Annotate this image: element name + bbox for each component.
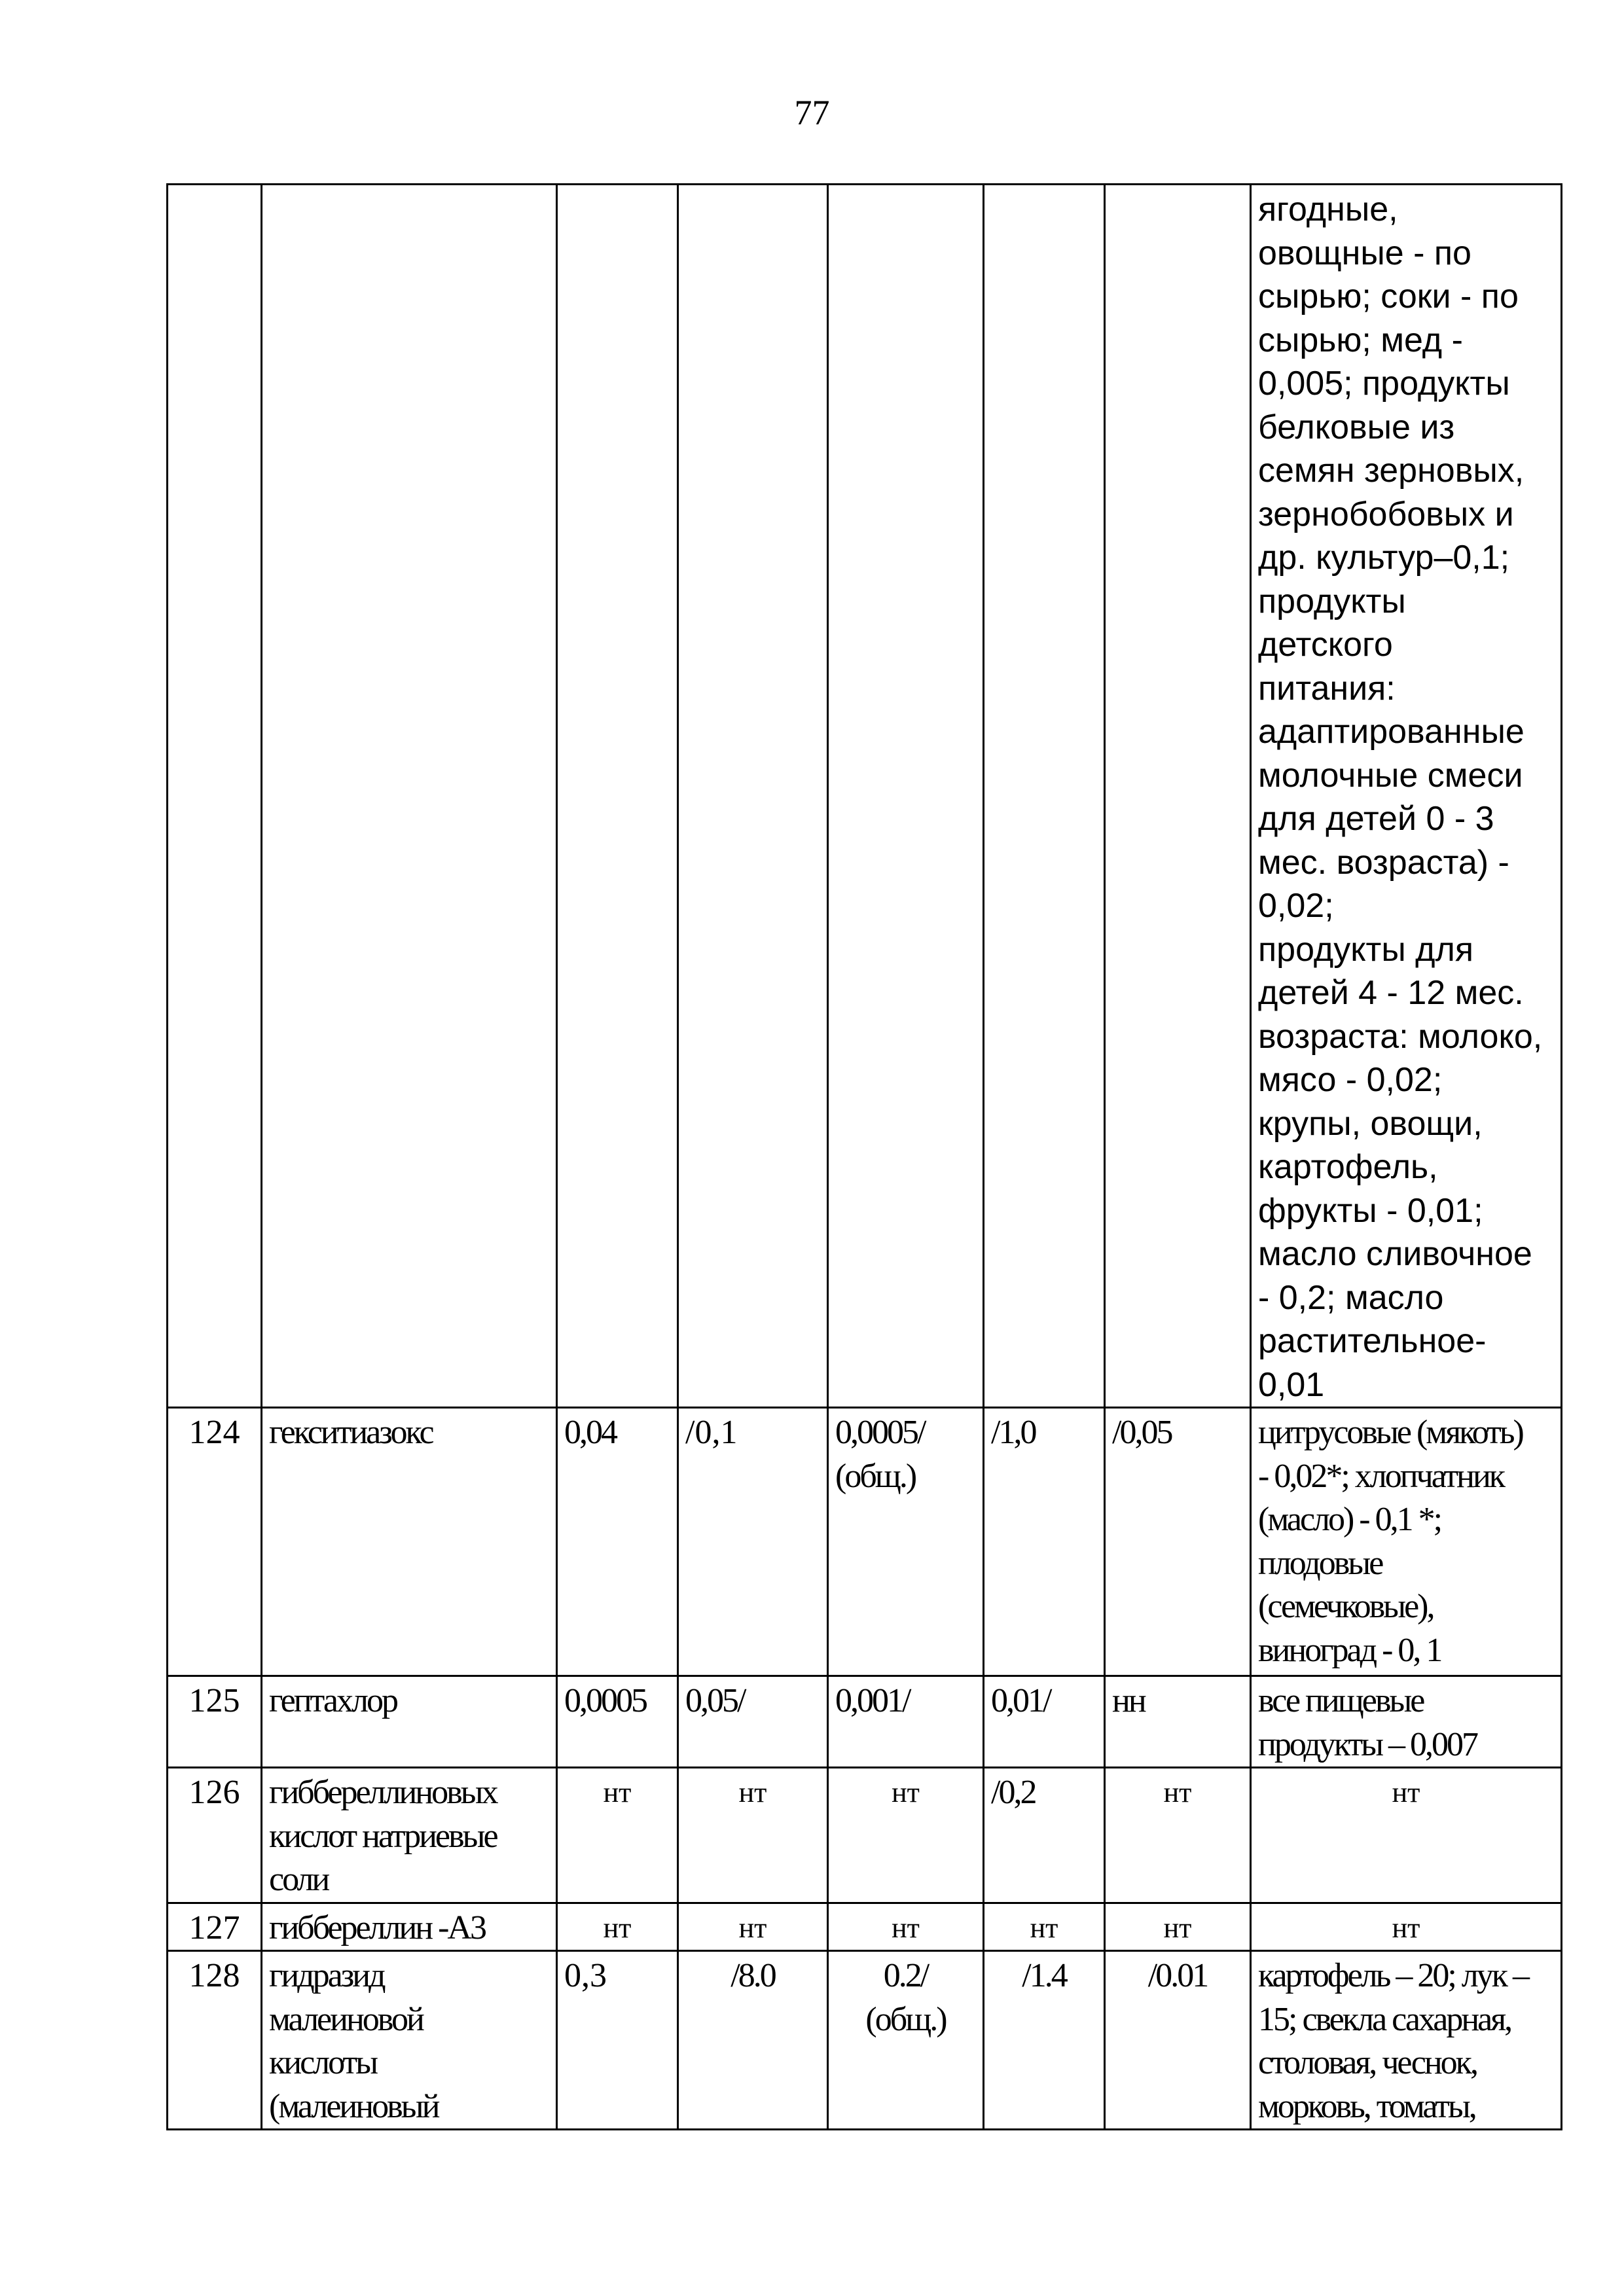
cell-line: 0,05/ (685, 1682, 745, 1719)
value-c1 (557, 1408, 678, 1676)
cell-line: ягодные, (1258, 190, 1398, 228)
cell-line: цитрусовые (мякоть) (1258, 1414, 1523, 1451)
table-row-125 (168, 1676, 1562, 1768)
cell-line: (масло) - 0,1 *; (1258, 1501, 1441, 1538)
description (1251, 1951, 1562, 2130)
value-c2 (678, 1408, 828, 1676)
cell-line: питания: (1258, 669, 1396, 708)
table-row-128 (168, 1951, 1562, 2130)
value-c1 (557, 1768, 678, 1903)
substance-name (262, 1951, 557, 2130)
cell-line: детского (1258, 626, 1393, 664)
cell-line: - 0,02*; хлопчатник (1258, 1457, 1504, 1495)
cell-line: нт (1163, 1911, 1192, 1944)
cell-line: возраста: молоко, (1258, 1017, 1543, 1056)
cell-line: - 0,2; масло (1258, 1278, 1444, 1317)
substance-name (262, 1676, 557, 1768)
value-c2 (678, 1903, 828, 1951)
cell-line: 0,01/ (991, 1682, 1051, 1719)
cell-line: (малеиновый (269, 2087, 439, 2125)
row-number: 127 (168, 1903, 262, 1951)
cell-line: 15; свекла сахарная, (1258, 2000, 1511, 2038)
cell-line: нт (1392, 1776, 1420, 1808)
cell-c4 (984, 185, 1105, 1408)
cell-line: 0,01 (1258, 1365, 1325, 1404)
cell-line: /1,0 (991, 1414, 1036, 1451)
cell-line: картофель, (1258, 1148, 1438, 1186)
value-c1 (557, 1951, 678, 2130)
value-c4 (984, 1951, 1105, 2130)
cell-line: сырью; мед - (1258, 321, 1463, 359)
value-c3 (828, 1768, 984, 1903)
cell-line: сырью; соки - по (1258, 278, 1519, 315)
cell-line: нн (1112, 1682, 1145, 1719)
cell-line: нт (1030, 1911, 1058, 1944)
value-c3 (828, 1676, 984, 1768)
cell-line: мясо - 0,02; (1258, 1061, 1443, 1099)
cell-description (1251, 185, 1562, 1408)
substance-name (262, 1903, 557, 1951)
substance-name (262, 1768, 557, 1903)
cell-line: нт (738, 1911, 767, 1944)
value-c4 (984, 1408, 1105, 1676)
value-c1 (557, 1903, 678, 1951)
cell-line: 0.2/ (883, 1957, 928, 1994)
value-c3 (828, 1408, 984, 1676)
cell-line: 0,02; (1258, 887, 1334, 925)
table-row-126 (168, 1768, 1562, 1903)
cell-line: гекситиазокс (269, 1414, 433, 1451)
cell-line: 0,0005/ (835, 1414, 925, 1451)
cell-line: /1.4 (1022, 1957, 1066, 1994)
cell-line: нт (1392, 1911, 1420, 1944)
cell-line: 0,001/ (835, 1682, 910, 1719)
cell-line: 0,3 (564, 1957, 607, 1994)
cell-line: все пищевые (1258, 1682, 1424, 1719)
cell-line: (общ.) (835, 1457, 916, 1495)
value-c4 (984, 1768, 1105, 1903)
description (1251, 1408, 1562, 1676)
cell-line: нт (892, 1776, 920, 1808)
cell-line: (семечковые), (1258, 1588, 1434, 1625)
cell-line: белковые из (1258, 408, 1455, 446)
cell-line: соли (269, 1861, 329, 1898)
value-c5 (1105, 1903, 1251, 1951)
cell-line: продукты – 0,007 (1258, 1725, 1477, 1763)
value-c5 (1105, 1951, 1251, 2130)
cell-line: гидразид (269, 1957, 384, 1994)
hygiene-standards-table (166, 183, 1562, 2130)
cell-c1 (557, 185, 678, 1408)
cell-line: картофель – 20; лук – (1258, 1957, 1528, 1994)
table-row-124 (168, 1408, 1562, 1676)
cell-line: нт (1163, 1776, 1192, 1808)
value-c1 (557, 1676, 678, 1768)
cell-line: гиббереллин -А3 (269, 1909, 485, 1946)
cell-line: продукты (1258, 582, 1406, 620)
cell-line: виноград - 0, 1 (1258, 1631, 1441, 1669)
description (1251, 1768, 1562, 1903)
row-number: 126 (168, 1768, 262, 1903)
cell-line: 0,04 (564, 1414, 616, 1451)
value-c2 (678, 1676, 828, 1768)
cell-line: 0,005; продукты (1258, 365, 1510, 403)
value-c2 (678, 1951, 828, 2130)
description (1251, 1676, 1562, 1768)
cell-line: плодовые (1258, 1544, 1382, 1582)
cell-line: (общ.) (865, 2000, 946, 2038)
value-c5 (1105, 1768, 1251, 1903)
cell-line: малеиновой (269, 2000, 423, 2038)
cell-line: продукты для (1258, 930, 1474, 969)
cell-line: адаптированные (1258, 713, 1525, 751)
cell-line: кислоты (269, 2044, 377, 2081)
cell-line: детей 4 - 12 мес. (1258, 974, 1524, 1012)
cell-line: нт (892, 1911, 920, 1944)
cell-line: овощные - по (1258, 234, 1471, 272)
cell-line: /0,2 (991, 1774, 1036, 1811)
value-c3 (828, 1951, 984, 2130)
description (1251, 1903, 1562, 1951)
cell-c5 (1105, 185, 1251, 1408)
cell-substance (262, 185, 557, 1408)
value-c4 (984, 1903, 1105, 1951)
cell-line: молочные смеси (1258, 756, 1523, 795)
cell-line: кислот натриевые (269, 1817, 497, 1855)
cell-line: нт (738, 1776, 767, 1808)
cell-c2 (678, 185, 828, 1408)
row-number: 125 (168, 1676, 262, 1768)
cell-line: нт (603, 1911, 632, 1944)
cell-line: /0,05 (1112, 1414, 1172, 1451)
cell-line: масло сливочное (1258, 1235, 1532, 1273)
value-c2 (678, 1768, 828, 1903)
cell-line: зернобобовых и (1258, 495, 1514, 533)
cell-line: /8.0 (731, 1957, 775, 1994)
cell-line: крупы, овощи, (1258, 1104, 1483, 1143)
row-number: 124 (168, 1408, 262, 1676)
cell-line: нт (603, 1776, 632, 1808)
value-c5 (1105, 1676, 1251, 1768)
table-row-127 (168, 1903, 1562, 1951)
cell-line: для детей 0 - 3 (1258, 800, 1494, 838)
cell-c3 (828, 185, 984, 1408)
cell-line: столовая, чеснок, (1258, 2044, 1477, 2081)
cell-line: /0,1 (685, 1414, 738, 1451)
cell-line: фрукты - 0,01; (1258, 1191, 1483, 1230)
cell-line: растительное- (1258, 1322, 1487, 1360)
cell-num (168, 185, 262, 1408)
cell-line: др. культур–0,1; (1258, 539, 1510, 577)
table-row-continuation (168, 185, 1562, 1408)
cell-line: мес. возраста) - (1258, 843, 1509, 882)
cell-line: 0,0005 (564, 1682, 646, 1719)
cell-line: /0.01 (1147, 1957, 1208, 1994)
cell-line: семян зерновых, (1258, 452, 1525, 490)
substance-name (262, 1408, 557, 1676)
value-c5 (1105, 1408, 1251, 1676)
row-number: 128 (168, 1951, 262, 2130)
value-c3 (828, 1903, 984, 1951)
cell-line: гиббереллиновых (269, 1774, 497, 1811)
value-c4 (984, 1676, 1105, 1768)
cell-line: гептахлор (269, 1682, 397, 1719)
page-number: 77 (794, 93, 830, 132)
cell-line: морковь, томаты, (1258, 2087, 1475, 2125)
